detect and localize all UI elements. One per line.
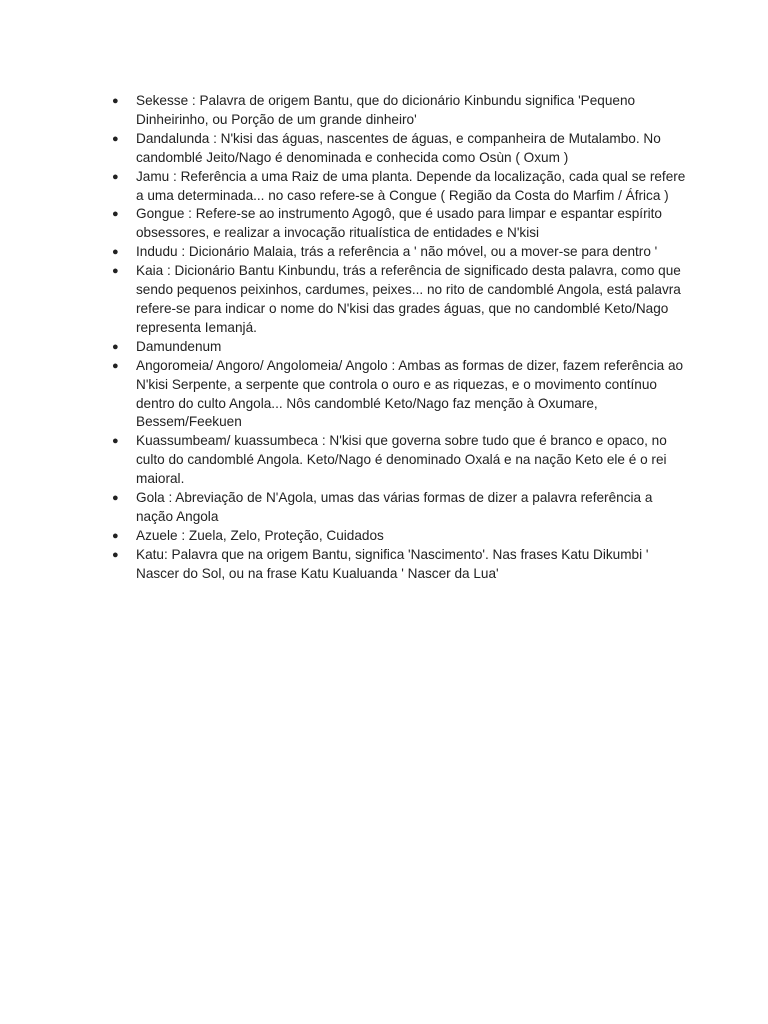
bullet-icon: ● (112, 548, 119, 561)
list-item (108, 168, 688, 206)
list-item-text: Angoromeia/ Angoro/ Angolomeia/ Angolo : Ambas as formas de dizer, fazem referência ao N'kisi Serpente, a serpente que controla o ouro e as riquezas, e o movimento contínuo dentro do culto Angola... Nôs candomblé Keto/Nago faz menção à Oxumare, Bessem/Feekuen (136, 357, 684, 430)
list-item (108, 262, 688, 338)
list-item-text: Gongue : Refere-se ao instrumento Agogô, que é usado para limpar e espantar espírito obsessores, e realizar a invocação ritualística de entidades e N'kisi (136, 206, 662, 241)
list-item (108, 527, 688, 546)
list-item (108, 338, 688, 357)
list-item-text: Gola : Abreviação de N'Agola, umas das várias formas de dizer a palavra referência a nação Angola (136, 490, 653, 524)
bullet-icon: ● (112, 359, 119, 372)
bullet-icon: ● (112, 492, 119, 505)
list-item-text: Indudu : Dicionário Malaia, trás a referência a ' não móvel, ou a mover-se para dentro ' (136, 244, 658, 260)
list-item (108, 489, 688, 527)
list-item (108, 130, 688, 168)
glossary-bullet-list (108, 92, 688, 584)
bullet-icon: ● (112, 95, 119, 107)
bullet-icon: ● (112, 435, 119, 448)
bullet-icon: ● (112, 340, 119, 353)
bullet-icon: ● (112, 208, 119, 221)
list-item-text: Azuele : Zuela, Zelo, Proteção, Cuidados (136, 527, 384, 543)
list-item-text: Kuassumbeam/ kuassumbeca : N'kisi que governa sobre tudo que é branco e opaco, no culto do candomblé Angola. Keto/Nago é denominado Oxalá e na nação Keto ele é o rei maioral. (136, 433, 667, 487)
list-item (108, 92, 688, 130)
bullet-icon: ● (112, 132, 119, 145)
list-item-text: Dandalunda : N'kisi das águas, nascentes de águas, e companheira de Mutalambo. No candomblé Jeito/Nago é denominada e conhecida como Osùn ( Oxum ) (136, 130, 661, 165)
list-item-text: Kaia : Dicionário Bantu Kinbundu, trás a referência de significado desta palavra, como que sendo pequenos peixinhos, cardumes, peixes... no rito de candomblé Angola, está palavra refere-se para indicar o nome do N'kisi das grades águas, que no candomblé Keto/Nago representa Iemanjá. (136, 263, 681, 335)
bullet-icon: ● (112, 529, 119, 542)
list-item (108, 357, 688, 433)
list-item (108, 546, 688, 584)
bullet-icon: ● (112, 170, 119, 183)
list-item-text: Damundenum (136, 338, 222, 354)
list-item-text: Katu: Palavra que na origem Bantu, significa 'Nascimento'. Nas frases Katu Dikumbi ' Nascer do Sol, ou na frase Katu Kualuanda ' Nascer da Lua' (136, 546, 649, 581)
bullet-icon: ● (112, 265, 119, 278)
list-item-text: Sekesse : Palavra de origem Bantu, que do dicionário Kinbundu significa 'Pequeno Dinheirinho, ou Porção de um grande dinheiro' (136, 93, 636, 127)
list-item (108, 243, 688, 262)
list-item (108, 432, 688, 489)
list-item (108, 205, 688, 243)
bullet-icon: ● (112, 246, 119, 259)
list-item-text: Jamu : Referência a uma Raiz de uma planta. Depende da localização, cada qual se refere a uma determinada... no caso refere-se à Congue ( Região da Costa do Marfim / África ) (136, 168, 686, 203)
